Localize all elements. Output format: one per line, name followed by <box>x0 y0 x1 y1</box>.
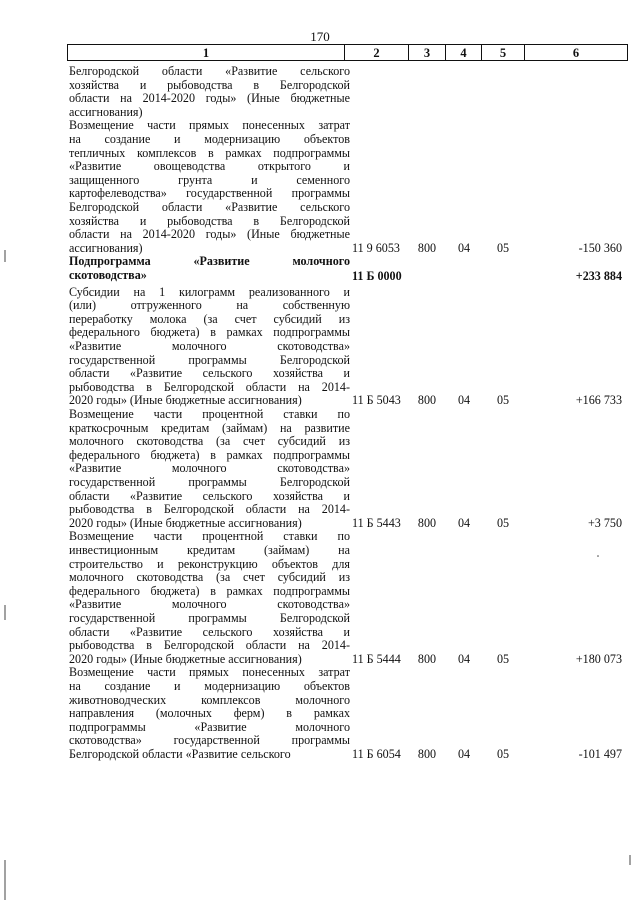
text-line: области на 2014-2020 годы» (Иные бюджетные <box>69 227 350 242</box>
row-rz: 04 <box>457 393 471 408</box>
text-line: государственной программы Белгородской <box>69 352 350 367</box>
text-line: на создание и модернизацию объектов <box>69 132 350 146</box>
row-pr: 05 <box>496 651 510 666</box>
text-line: на создание и модернизацию объектов <box>69 679 350 693</box>
row-sum: -150 360 <box>578 240 622 255</box>
text-line: молочного скотоводства (за счет субсидий из <box>69 434 350 449</box>
text-line: рыбоводства в Белгородской области на 2014- <box>69 638 350 653</box>
text-line: Субсидии на 1 килограмм реализованного и <box>69 284 350 299</box>
header-cell-6: 6 <box>524 44 628 61</box>
text-line: скотоводства» государственной программы <box>69 733 350 748</box>
row-pr: 05 <box>496 747 510 761</box>
row-sum: +3 750 <box>587 515 622 530</box>
row-pr: 05 <box>496 240 510 255</box>
text-line: защищенного грунта и семенного <box>69 172 350 187</box>
text-line: тепличных комплексов в рамках подпрограммы <box>69 145 350 160</box>
text-line: направления (молочных ферм) в рамках <box>69 706 350 721</box>
row-rz: 04 <box>457 515 471 530</box>
row-rz: 04 <box>457 747 471 761</box>
row-sum: -101 497 <box>578 747 622 761</box>
text-line: рыбоводства в Белгородской области на 2014- <box>69 502 350 517</box>
text-line: хозяйства и рыбоводства в Белгородской <box>69 77 350 92</box>
text-line: Белгородской области «Развитие сельского <box>69 200 350 214</box>
text-line: животноводческих комплексов молочного <box>69 692 350 707</box>
text-line: области на 2014-2020 годы» (Иные бюджетные <box>69 91 350 106</box>
row-code: 11 Б 5043 <box>352 393 401 408</box>
text-line: Возмещение части прямых понесенных затрат <box>69 665 350 680</box>
row-code: 11 Б 5444 <box>352 651 401 666</box>
text-line: 2020 годы» (Иные бюджетные ассигнования) <box>69 515 302 530</box>
text-line: 2020 годы» (Иные бюджетные ассигнования) <box>69 393 302 408</box>
header-cell-2: 2 <box>344 44 408 61</box>
row-pr: 05 <box>496 393 510 408</box>
header-cell-1: 1 <box>67 44 344 61</box>
row-vr: 800 <box>417 393 437 408</box>
text-line: «Развитие молочного скотоводства» <box>69 339 350 353</box>
row-rz: 04 <box>457 651 471 666</box>
row-sum: +233 884 <box>575 269 622 283</box>
text-line: строительство и реконструкцию объектов для <box>69 556 350 571</box>
text-line: Возмещение части процентной ставки по <box>69 407 350 421</box>
page-number: 170 <box>310 29 330 44</box>
text-line: Белгородской области «Развитие сельского <box>69 64 350 78</box>
row-sum: +166 733 <box>575 393 622 408</box>
text-line: краткосрочным кредитам (займам) на развитие <box>69 420 350 435</box>
text-line: Подпрограмма «Развитие молочного <box>69 254 350 269</box>
text-line: федерального бюджета) в рамках подпрограммы <box>69 583 350 598</box>
row-pr: 05 <box>496 515 510 530</box>
text-line: ассигнования) <box>69 104 143 119</box>
text-line: области «Развитие сельского хозяйства и <box>69 366 350 381</box>
text-line: федерального бюджета) в рамках подпрограммы <box>69 447 350 462</box>
text-line: молочного скотоводства (за счет субсидий из <box>69 570 350 585</box>
text-line: Белгородской области «Развитие сельского <box>69 747 291 761</box>
row-vr: 800 <box>417 747 437 761</box>
text-line: «Развитие молочного скотоводства» <box>69 461 350 476</box>
header-cell-3: 3 <box>408 44 445 61</box>
text-line: государственной программы Белгородской <box>69 611 350 625</box>
row-code: 11 9 6053 <box>352 240 400 255</box>
row-vr: 800 <box>417 240 437 255</box>
text-line: хозяйства и рыбоводства в Белгородской <box>69 213 350 228</box>
text-line: рыбоводства в Белгородской области на 2014- <box>69 379 350 394</box>
header-cell-5: 5 <box>481 44 524 61</box>
scan-mark <box>597 555 599 557</box>
text-line: «Развитие молочного скотоводства» <box>69 597 350 612</box>
text-line: государственной программы Белгородской <box>69 475 350 489</box>
text-line: подпрограммы «Развитие молочного <box>69 719 350 734</box>
text-line: (или) отгруженного на собственную <box>69 298 350 313</box>
text-line: 2020 годы» (Иные бюджетные ассигнования) <box>69 651 302 666</box>
text-line: «Развитие овощеводства открытого и <box>69 159 350 174</box>
text-line: ассигнования) <box>69 240 143 255</box>
row-sum: +180 073 <box>575 651 622 666</box>
text-line: скотоводства» <box>69 268 147 282</box>
row-vr: 800 <box>417 651 437 666</box>
row-code: 11 Б 6054 <box>352 747 401 761</box>
text-line: Возмещение части процентной ставки по <box>69 529 350 544</box>
text-line: Возмещение части прямых понесенных затрат <box>69 118 350 133</box>
row-code: 11 Б 0000 <box>352 269 402 283</box>
row-code: 11 Б 5443 <box>352 515 401 530</box>
row-vr: 800 <box>417 515 437 530</box>
text-line: области «Развитие сельского хозяйства и <box>69 488 350 503</box>
header-cell-4: 4 <box>445 44 481 61</box>
text-line: инвестиционным кредитам (займам) на <box>69 543 350 557</box>
text-line: переработку молока (за счет субсидий из <box>69 311 350 326</box>
row-rz: 04 <box>457 240 471 255</box>
text-line: федерального бюджета) в рамках подпрограммы <box>69 325 350 340</box>
text-line: области «Развитие сельского хозяйства и <box>69 624 350 639</box>
text-line: картофелеводства» государственной программы <box>69 186 350 201</box>
